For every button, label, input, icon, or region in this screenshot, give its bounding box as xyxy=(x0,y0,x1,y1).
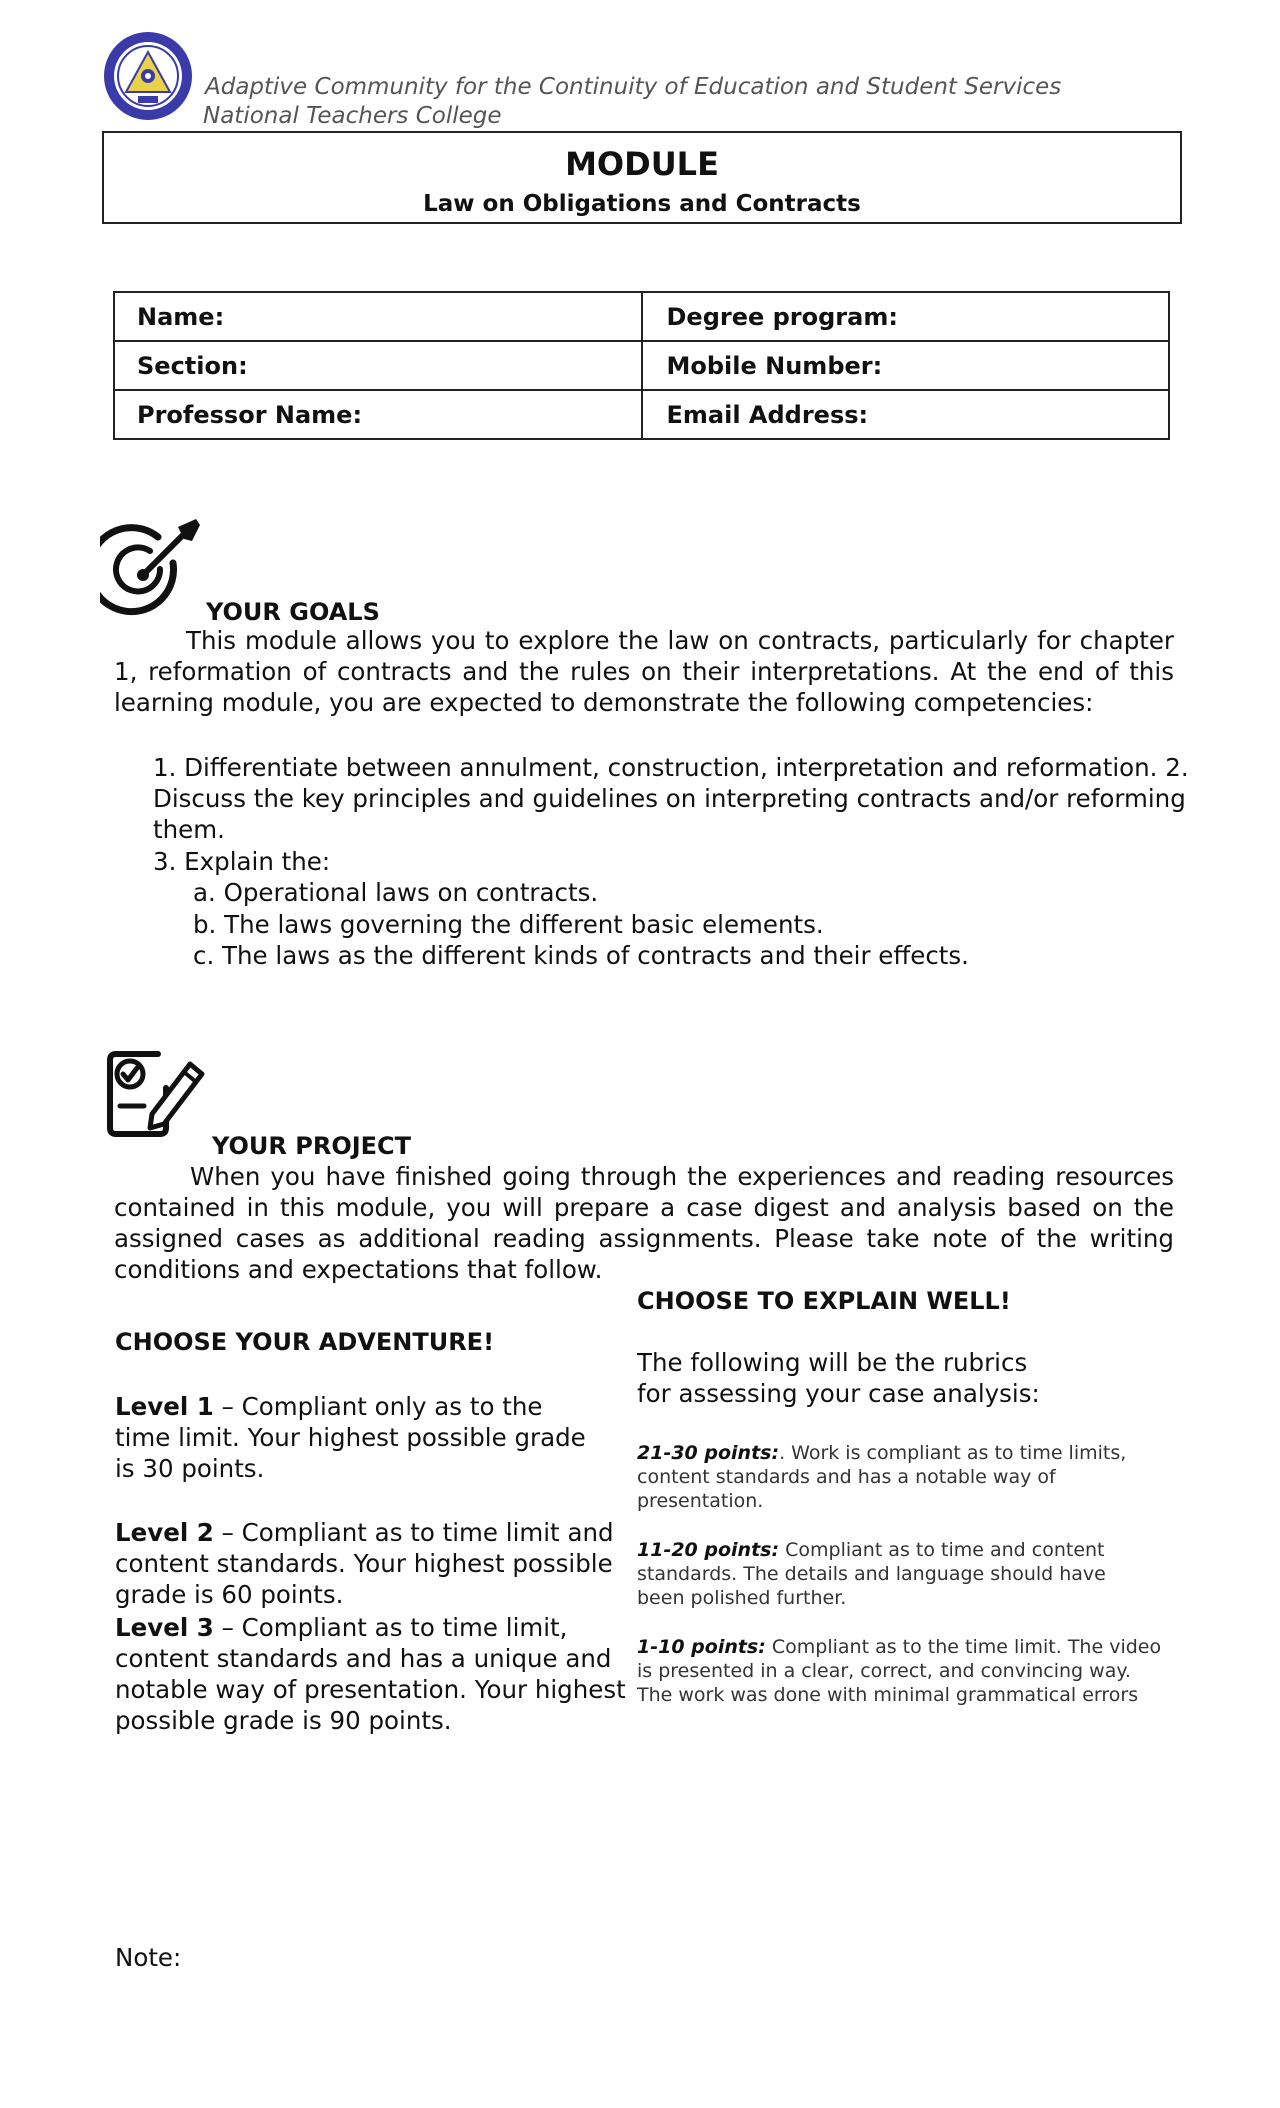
rubric-description: . Work is compliant as to time limits, content standards and has a notable way of presentation. xyxy=(637,1442,1127,1512)
rubric-points: 1-10 points: xyxy=(637,1636,766,1658)
rubric-item xyxy=(637,1441,1157,1513)
email-address-field-label: Email Address: xyxy=(642,390,1170,439)
module-subtitle: Law on Obligations and Contracts xyxy=(423,191,861,217)
adventure-level-3 xyxy=(115,1612,637,1736)
mobile-number-field-label: Mobile Number: xyxy=(642,341,1170,390)
level-label: Level 1 xyxy=(115,1392,214,1421)
level-label: Level 3 xyxy=(115,1613,214,1642)
professor-name-field-label: Professor Name: xyxy=(114,390,642,439)
list-item: c. The laws as the different kinds of contracts and their effects. xyxy=(193,941,969,970)
checklist-pen-icon xyxy=(104,1048,208,1138)
institution-name: National Teachers College xyxy=(203,103,502,129)
list-item: 3. Explain the: xyxy=(153,847,331,876)
section-field-label: Section: xyxy=(114,341,642,390)
adventure-level-1 xyxy=(115,1391,600,1484)
goals-heading: YOUR GOALS xyxy=(206,598,380,626)
degree-program-field-label: Degree program: xyxy=(642,292,1170,341)
project-intro: When you have finished going through the experiences and reading resources contained in this module, you will prepare a case digest and analysis based on the assigned cases as additional reading assignments. Please take note of the writing conditions and expectations that follow. xyxy=(114,1162,1174,1284)
explain-heading: CHOOSE TO EXPLAIN WELL! xyxy=(637,1287,1011,1315)
table-row xyxy=(114,292,1169,341)
explain-intro: The following will be the rubrics for assessing your case analysis: xyxy=(637,1348,1040,1408)
rubric-description: Compliant as to time and content standards. The details and language should have been polished further. xyxy=(637,1539,1106,1609)
list-item: a. Operational laws on contracts. xyxy=(193,878,599,907)
level-description: – Compliant as to time limit and content standards. Your highest possible grade is 60 points. xyxy=(115,1518,614,1609)
note-label: Note: xyxy=(115,1943,182,1972)
module-title-box xyxy=(102,131,1182,224)
rubric-points: 21-30 points: xyxy=(637,1442,780,1464)
rubric-item xyxy=(637,1538,1157,1610)
goals-intro: This module allows you to explore the law on contracts, particularly for chapter 1, reformation of contracts and the rules on their interpretations. At the end of this learning module, you are expected to demonstrate the following competencies: xyxy=(114,626,1174,717)
rubric-item xyxy=(637,1635,1165,1707)
level-label: Level 2 xyxy=(115,1518,214,1547)
adventure-heading: CHOOSE YOUR ADVENTURE! xyxy=(115,1328,495,1356)
project-heading: YOUR PROJECT xyxy=(212,1132,412,1160)
level-description: – Compliant only as to the time limit. Your highest possible grade is 30 points. xyxy=(115,1392,586,1483)
module-title: MODULE xyxy=(565,145,719,183)
list-item: them. xyxy=(153,815,225,844)
institution-program-line: Adaptive Community for the Continuity of Education and Student Services xyxy=(205,74,1062,100)
list-item: b. The laws governing the different basic elements. xyxy=(193,910,824,939)
list-item: 1. Differentiate between annulment, construction, interpretation and reformation. 2. xyxy=(153,753,1189,782)
name-field-label: Name: xyxy=(114,292,642,341)
table-row xyxy=(114,341,1169,390)
list-item: Discuss the key principles and guidelines on interpreting contracts and/or reforming xyxy=(153,784,1186,813)
rubric-points: 11-20 points: xyxy=(637,1539,780,1561)
rubric-description: Compliant as to the time limit. The video is presented in a clear, correct, and convincing way. The work was done with minimal grammatical errors xyxy=(637,1636,1162,1706)
adventure-level-2 xyxy=(115,1517,645,1610)
student-info-table xyxy=(113,291,1170,440)
target-dart-icon xyxy=(100,517,208,619)
college-seal-logo xyxy=(102,30,194,122)
level-description: – Compliant as to time limit, content standards and has a unique and notable way of presentation. Your highest possible grade is 90 points. xyxy=(115,1613,626,1735)
table-row xyxy=(114,390,1169,439)
